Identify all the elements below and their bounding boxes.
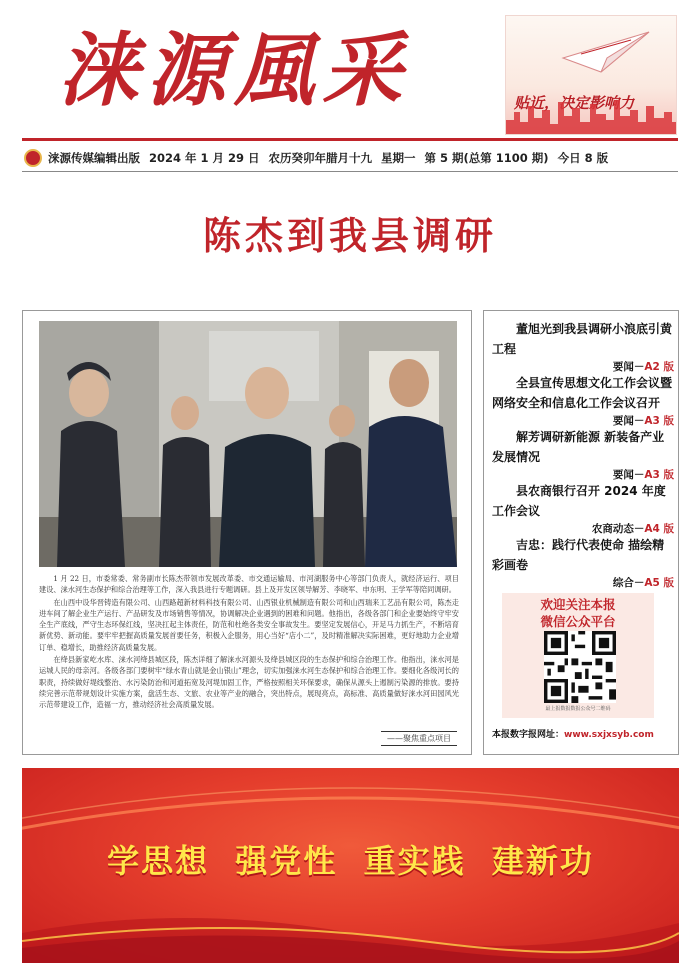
index-item-title: 全县宣传思想文化工作会议暨网络安全和信息化工作会议召开 [492, 376, 673, 410]
newspaper-title: 涞源風采 [58, 23, 410, 117]
follow-line-2: 微信公众平台 [540, 614, 616, 629]
slogan-banner [22, 768, 679, 963]
ad-slogan: 贴近，决定影响力 [514, 94, 635, 112]
index-item-title: 县农商银行召开 2024 年度工作会议 [492, 484, 666, 518]
article-body [39, 573, 459, 712]
article-paragraph: 在绛县新家屹水库、涞水河绛县城区段，陈杰详细了解涞水河源头及绛县城区段的生态保护和综合治理工作。他指出，涞水河是运城人民的母亲河。各级各部门要树牢“绿水青山就是金山银山”理念，切实加强涞水河生态保护和综合治理工作。要细化各级河长的职责，持续做好堤线整治、水污染防治和河道拓宽及河堤加固工作，严格按照相关环保要求，确保从源头上遏制污染源的排放。要持续完善示范带规划设计实施方案，盘活生态、文旅、农业等产业的融合，突出特点，展现亮点，高标准、高质量做好涞水河田园风光示范带建设工作，造福一方，推动经济社会高质量发展。 [39, 655, 459, 710]
page-index [483, 310, 679, 755]
website-url[interactable]: www.sxjxsyb.com [564, 730, 654, 740]
headline: 陈杰到我县调研 [202, 213, 497, 258]
lunar-date: 农历癸卯年腊月十九 [268, 151, 373, 165]
paper-plane-icon [561, 28, 651, 78]
date: 2024 年 1 月 29 日 [149, 151, 260, 165]
index-item[interactable] [492, 535, 674, 591]
index-item[interactable] [492, 319, 674, 375]
masthead-rule [22, 138, 678, 141]
news-photo [39, 321, 457, 567]
dateline-rule [22, 171, 678, 172]
article-paragraph: 1 月 22 日，市委常委、常务副市长陈杰带领市发展改革委、市交通运输局、市河湖服务中心等部门负责人，就经济运行、项目建设、涞水河生态保护和综合治理等工作，深入我县进行专题调研。县上及开发区领导解芳、李晓军、申东明、王学军等陪同调研。 [39, 574, 459, 595]
qr-code-icon[interactable] [544, 631, 616, 703]
index-item-title: 吉忠：践行代表使命 描绘精彩画卷 [492, 538, 665, 572]
index-item-ref: 要闻－A2 版 [612, 361, 674, 373]
index-item-ref: 要闻－A3 版 [612, 469, 674, 481]
masthead-ad [505, 15, 677, 135]
wechat-follow-box [502, 593, 654, 718]
issue-number: 第 5 期(总第 1100 期) [424, 151, 549, 165]
weekday: 星期一 [381, 151, 416, 165]
dateline [22, 147, 678, 169]
index-item[interactable] [492, 427, 674, 483]
website-line [492, 727, 674, 740]
index-item[interactable] [492, 373, 674, 429]
index-item[interactable] [492, 481, 674, 537]
index-item-ref: 要闻－A3 版 [612, 415, 674, 427]
banner-arc-decoration [22, 778, 679, 838]
index-item-ref: 农商动态－A4 版 [591, 523, 674, 535]
index-item-title: 董旭光到我县调研小浪底引黄工程 [492, 322, 673, 356]
banner-slogan: 学思想 强党性 重实践 建新功 [107, 842, 594, 880]
index-item-title: 解芳调研新能源 新装备产业发展情况 [492, 430, 665, 464]
column-stamp: ——聚焦重点项目 [381, 731, 457, 746]
page-count: 今日 8 版 [557, 151, 609, 165]
index-item-ref: 综合－A5 版 [612, 577, 674, 589]
masthead [0, 0, 700, 142]
publisher: 涞源传媒编辑出版 [48, 151, 140, 165]
follow-line-1: 欢迎关注本报 [540, 597, 616, 612]
qr-caption: 最上报数报数报公众号二维码 [545, 706, 611, 712]
article-paragraph: 在山西中设华晋铸造有限公司、山西路超新材料科技有限公司、山西银业机械制造有限公司和山西瑞来工艺品有限公司，陈杰走进车间了解企业生产运行、产品研发及市场销售等情况，协调解决企业遇到的困难和问题。他指出，各级各部门和企业要始终守牢安全生产底线，严守生态环保红线，坚决扛起主体责任，防范和杜绝各类安全事故发生。要坚定发展信心，开足马力抓生产，不断培育新优势、新动能。要牢牢把握高质量发展首要任务，积极入企服务，用心当好“店小二”，及时精准解决实际困难，更好地助力企业增订单、稳增长，助推经济高质量发展。 [39, 597, 459, 652]
banner-wave-decoration [22, 893, 679, 963]
publisher-logo-icon [24, 149, 42, 167]
website-label: 本报数字报网址： [492, 730, 565, 740]
city-skyline-icon [506, 98, 677, 134]
main-article [22, 310, 472, 755]
